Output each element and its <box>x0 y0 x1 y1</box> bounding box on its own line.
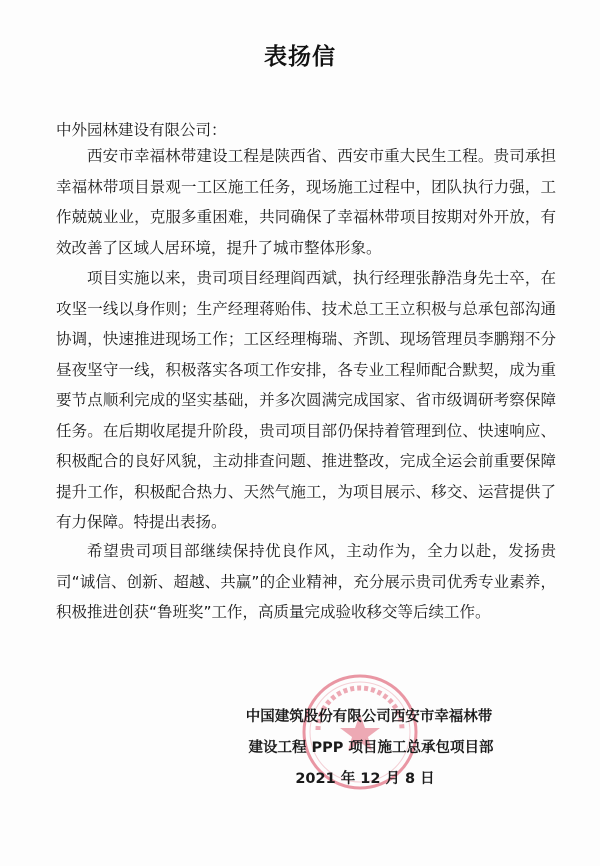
paragraph-1: 西安市幸福林带建设工程是陕西省、西安市重大民生工程。贵司承担幸福林带项目景观一工区施工任务，现场施工过程中，团队执行力强，工作兢兢业业，克服多重困难，共同确保了幸福林带项目按期对外开放，有效改善了区域人居环境，提升了城市整体形象。 <box>56 147 556 257</box>
paragraph-3: 希望贵司项目部继续保持优良作风，主动作为，全力以赴，发扬贵司“诚信、创新、超越、共赢”的企业精神，充分展示贵司优秀专业素养，积极推进创获“鲁班奖”工作，高质量完成验收移交等后续工作。 <box>56 542 556 621</box>
signature-date: 2021 年 12 月 8 日 <box>295 771 435 787</box>
signature-department: 建设工程 PPP 项目施工总承包项目部 <box>248 740 494 756</box>
letter-title: 表扬信 <box>264 44 336 70</box>
paragraph-2: 项目实施以来，贵司项目经理阎西斌，执行经理张静浩身先士卒，在攻坚一线以身作则；生产经理蒋贻伟、技术总工王立积极与总承包部沟通协调，快速推进现场工作；工区经理梅瑞、齐凯、现场管理员李鹏翔不分昼夜坚守一线，积极落实各项工作安排，各专业工程师配合默契，成为重要节点顺利完成的坚实基础，并多次圆满完成国家、省市级调研考察保障任务。在后期收尾提升阶段，贵司项目部仍保持着管理到位、快速响应、积极配合的良好风貌，主动排查问题、推进整改，完成全运会前重要保障提升工作，积极配合热力、天然气施工，为项目展示、移交、运营提供了有力保障。特提出表扬。 <box>56 269 556 531</box>
salutation: 中外园林建设有限公司： <box>56 121 227 139</box>
signature-organization: 中国建筑股份有限公司西安市幸福林带 <box>245 709 493 725</box>
